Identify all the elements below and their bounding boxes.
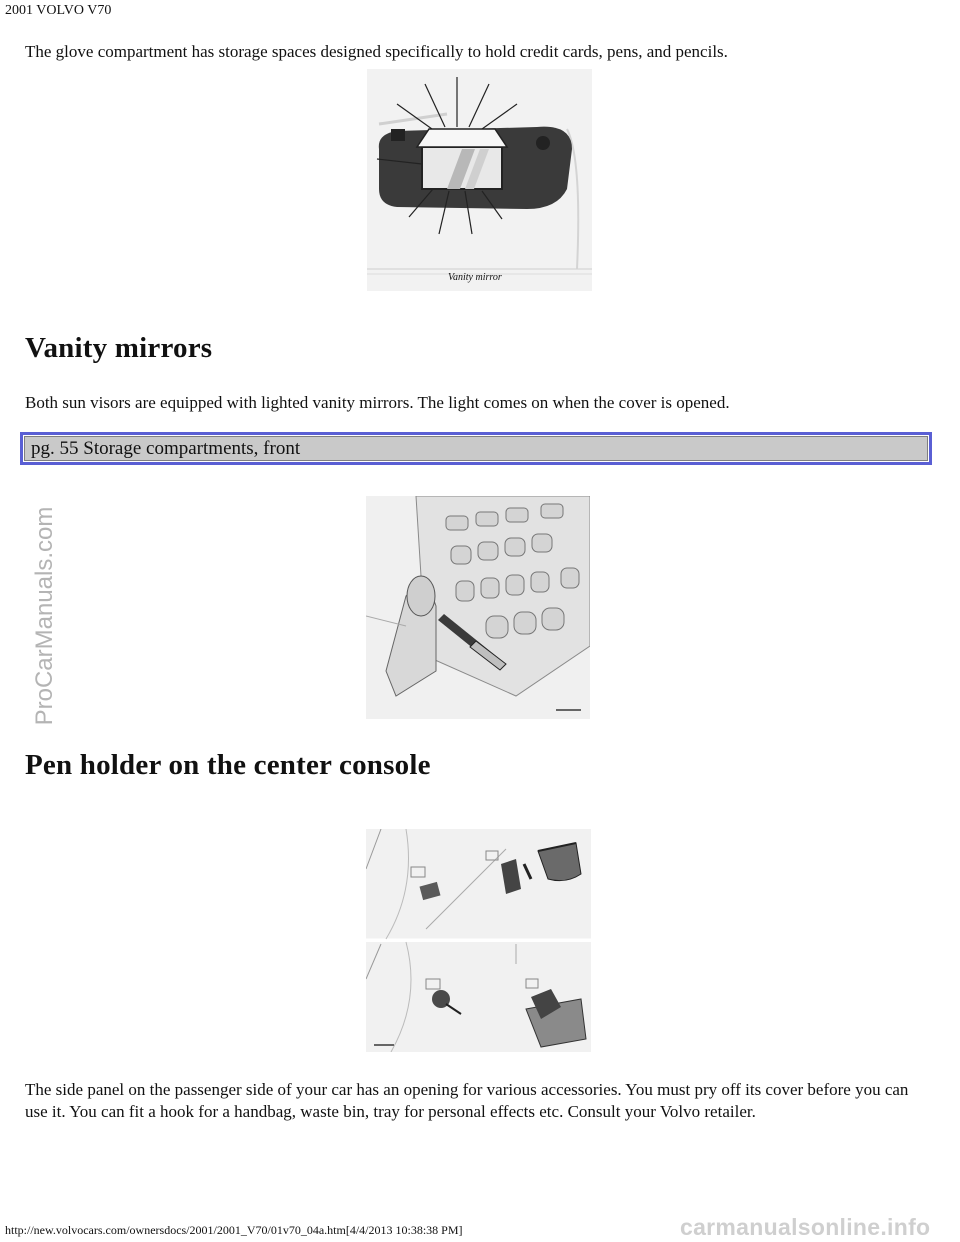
vanity-mirrors-heading: Vanity mirrors	[25, 332, 213, 364]
document-header-title: 2001 VOLVO V70	[5, 3, 112, 18]
side-panel-accessories-illustration	[366, 829, 591, 1052]
vanity-mirror-caption: Vanity mirror	[448, 272, 502, 283]
page-banner	[20, 432, 932, 465]
pen-holder-heading: Pen holder on the center console	[25, 749, 431, 781]
carmanualsonline-logo: carmanualsonline.info	[680, 1214, 931, 1240]
pen-holder-illustration	[366, 496, 590, 719]
side-panel-paragraph: The side panel on the passenger side of your car has an opening for various accessories. You must pry off its cover before you can use it. You can fit a hook for a handbag, waste bin, tray for personal effects etc. Consult your Volvo retailer.	[25, 1080, 909, 1121]
page-banner-label: pg. 55 Storage compartments, front	[24, 436, 928, 461]
glove-compartment-paragraph: The glove compartment has storage spaces designed specifically to hold credit cards, pens, and pencils.	[25, 42, 728, 61]
vanity-mirror-illustration	[367, 69, 592, 291]
procarmanuals-watermark: ProCarManuals.com	[31, 506, 58, 726]
vanity-mirrors-paragraph: Both sun visors are equipped with lighted vanity mirrors. The light comes on when the cover is opened.	[25, 393, 730, 412]
footer-url: http://new.volvocars.com/ownersdocs/2001/2001_V70/01v70_04a.htm[4/4/2013 10:38:38 PM]	[5, 1223, 463, 1237]
